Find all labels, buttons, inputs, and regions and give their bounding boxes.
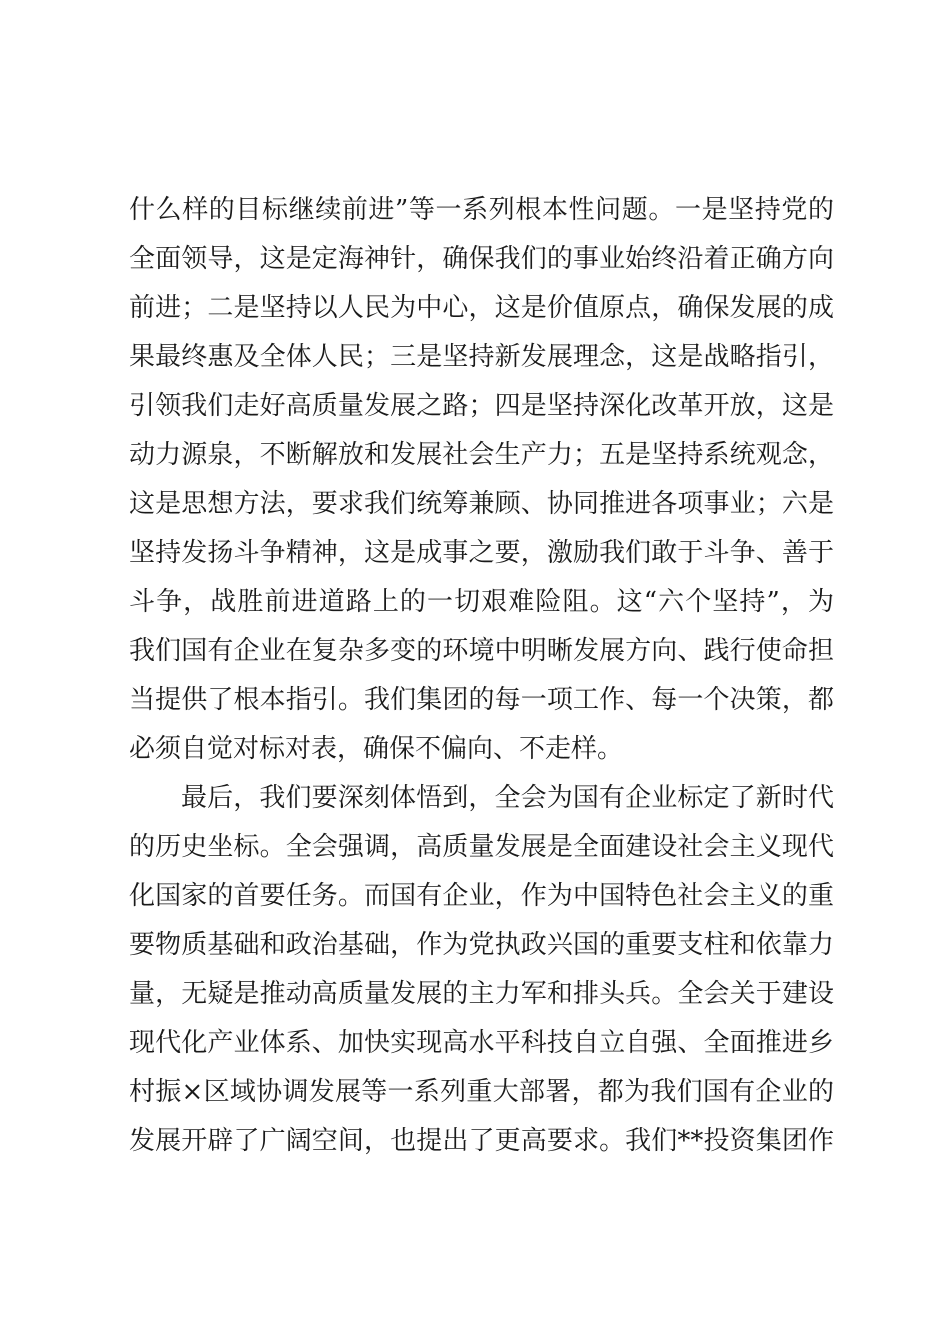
text-line: 当提供了根本指引。我们集团的每一项工作、每一个决策，都	[129, 685, 834, 715]
text-line: 必须自觉对标对表，确保不偏向、不走样。	[129, 734, 624, 764]
body-text	[129, 186, 834, 1166]
text-line: 现代化产业体系、加快实现高水平科技自立自强、全面推进乡	[129, 1028, 834, 1058]
text-line: 果最终惠及全体人民；三是坚持新发展理念，这是战略指引，	[129, 342, 834, 372]
text-line: 要物质基础和政治基础，作为党执政兴国的重要支柱和依靠力	[129, 930, 834, 960]
text-line: 发展开辟了广阔空间，也提出了更高要求。我们**投资集团作	[129, 1126, 834, 1156]
text-line: 村振×区域协调发展等一系列重大部署，都为我们国有企业的	[129, 1077, 834, 1107]
text-line: 坚持发扬斗争精神，这是成事之要，激励我们敢于斗争、善于	[129, 538, 834, 568]
text-line: 这是思想方法，要求我们统筹兼顾、协同推进各项事业；六是	[129, 489, 834, 519]
text-line: 斗争，战胜前进道路上的一切艰难险阻。这“六个坚持”，为	[129, 587, 834, 617]
text-line: 动力源泉，不断解放和发展社会生产力；五是坚持系统观念，	[129, 440, 834, 470]
paragraph-1	[129, 186, 834, 774]
text-line: 最后，我们要深刻体悟到，全会为国有企业标定了新时代	[181, 783, 834, 813]
text-line: 前进；二是坚持以人民为中心，这是价值原点，确保发展的成	[129, 293, 834, 323]
text-line: 化国家的首要任务。而国有企业，作为中国特色社会主义的重	[129, 881, 834, 911]
paragraph-2	[129, 774, 834, 1166]
text-line: 量，无疑是推动高质量发展的主力军和排头兵。全会关于建设	[129, 979, 834, 1009]
text-line: 的历史坐标。全会强调，高质量发展是全面建设社会主义现代	[129, 832, 834, 862]
text-line: 引领我们走好高质量发展之路；四是坚持深化改革开放，这是	[129, 391, 834, 421]
text-line: 全面领导，这是定海神针，确保我们的事业始终沿着正确方向	[129, 244, 834, 274]
text-line: 我们国有企业在复杂多变的环境中明晰发展方向、践行使命担	[129, 636, 834, 666]
text-line: 什么样的目标继续前进”等一系列根本性问题。一是坚持党的	[129, 195, 834, 225]
